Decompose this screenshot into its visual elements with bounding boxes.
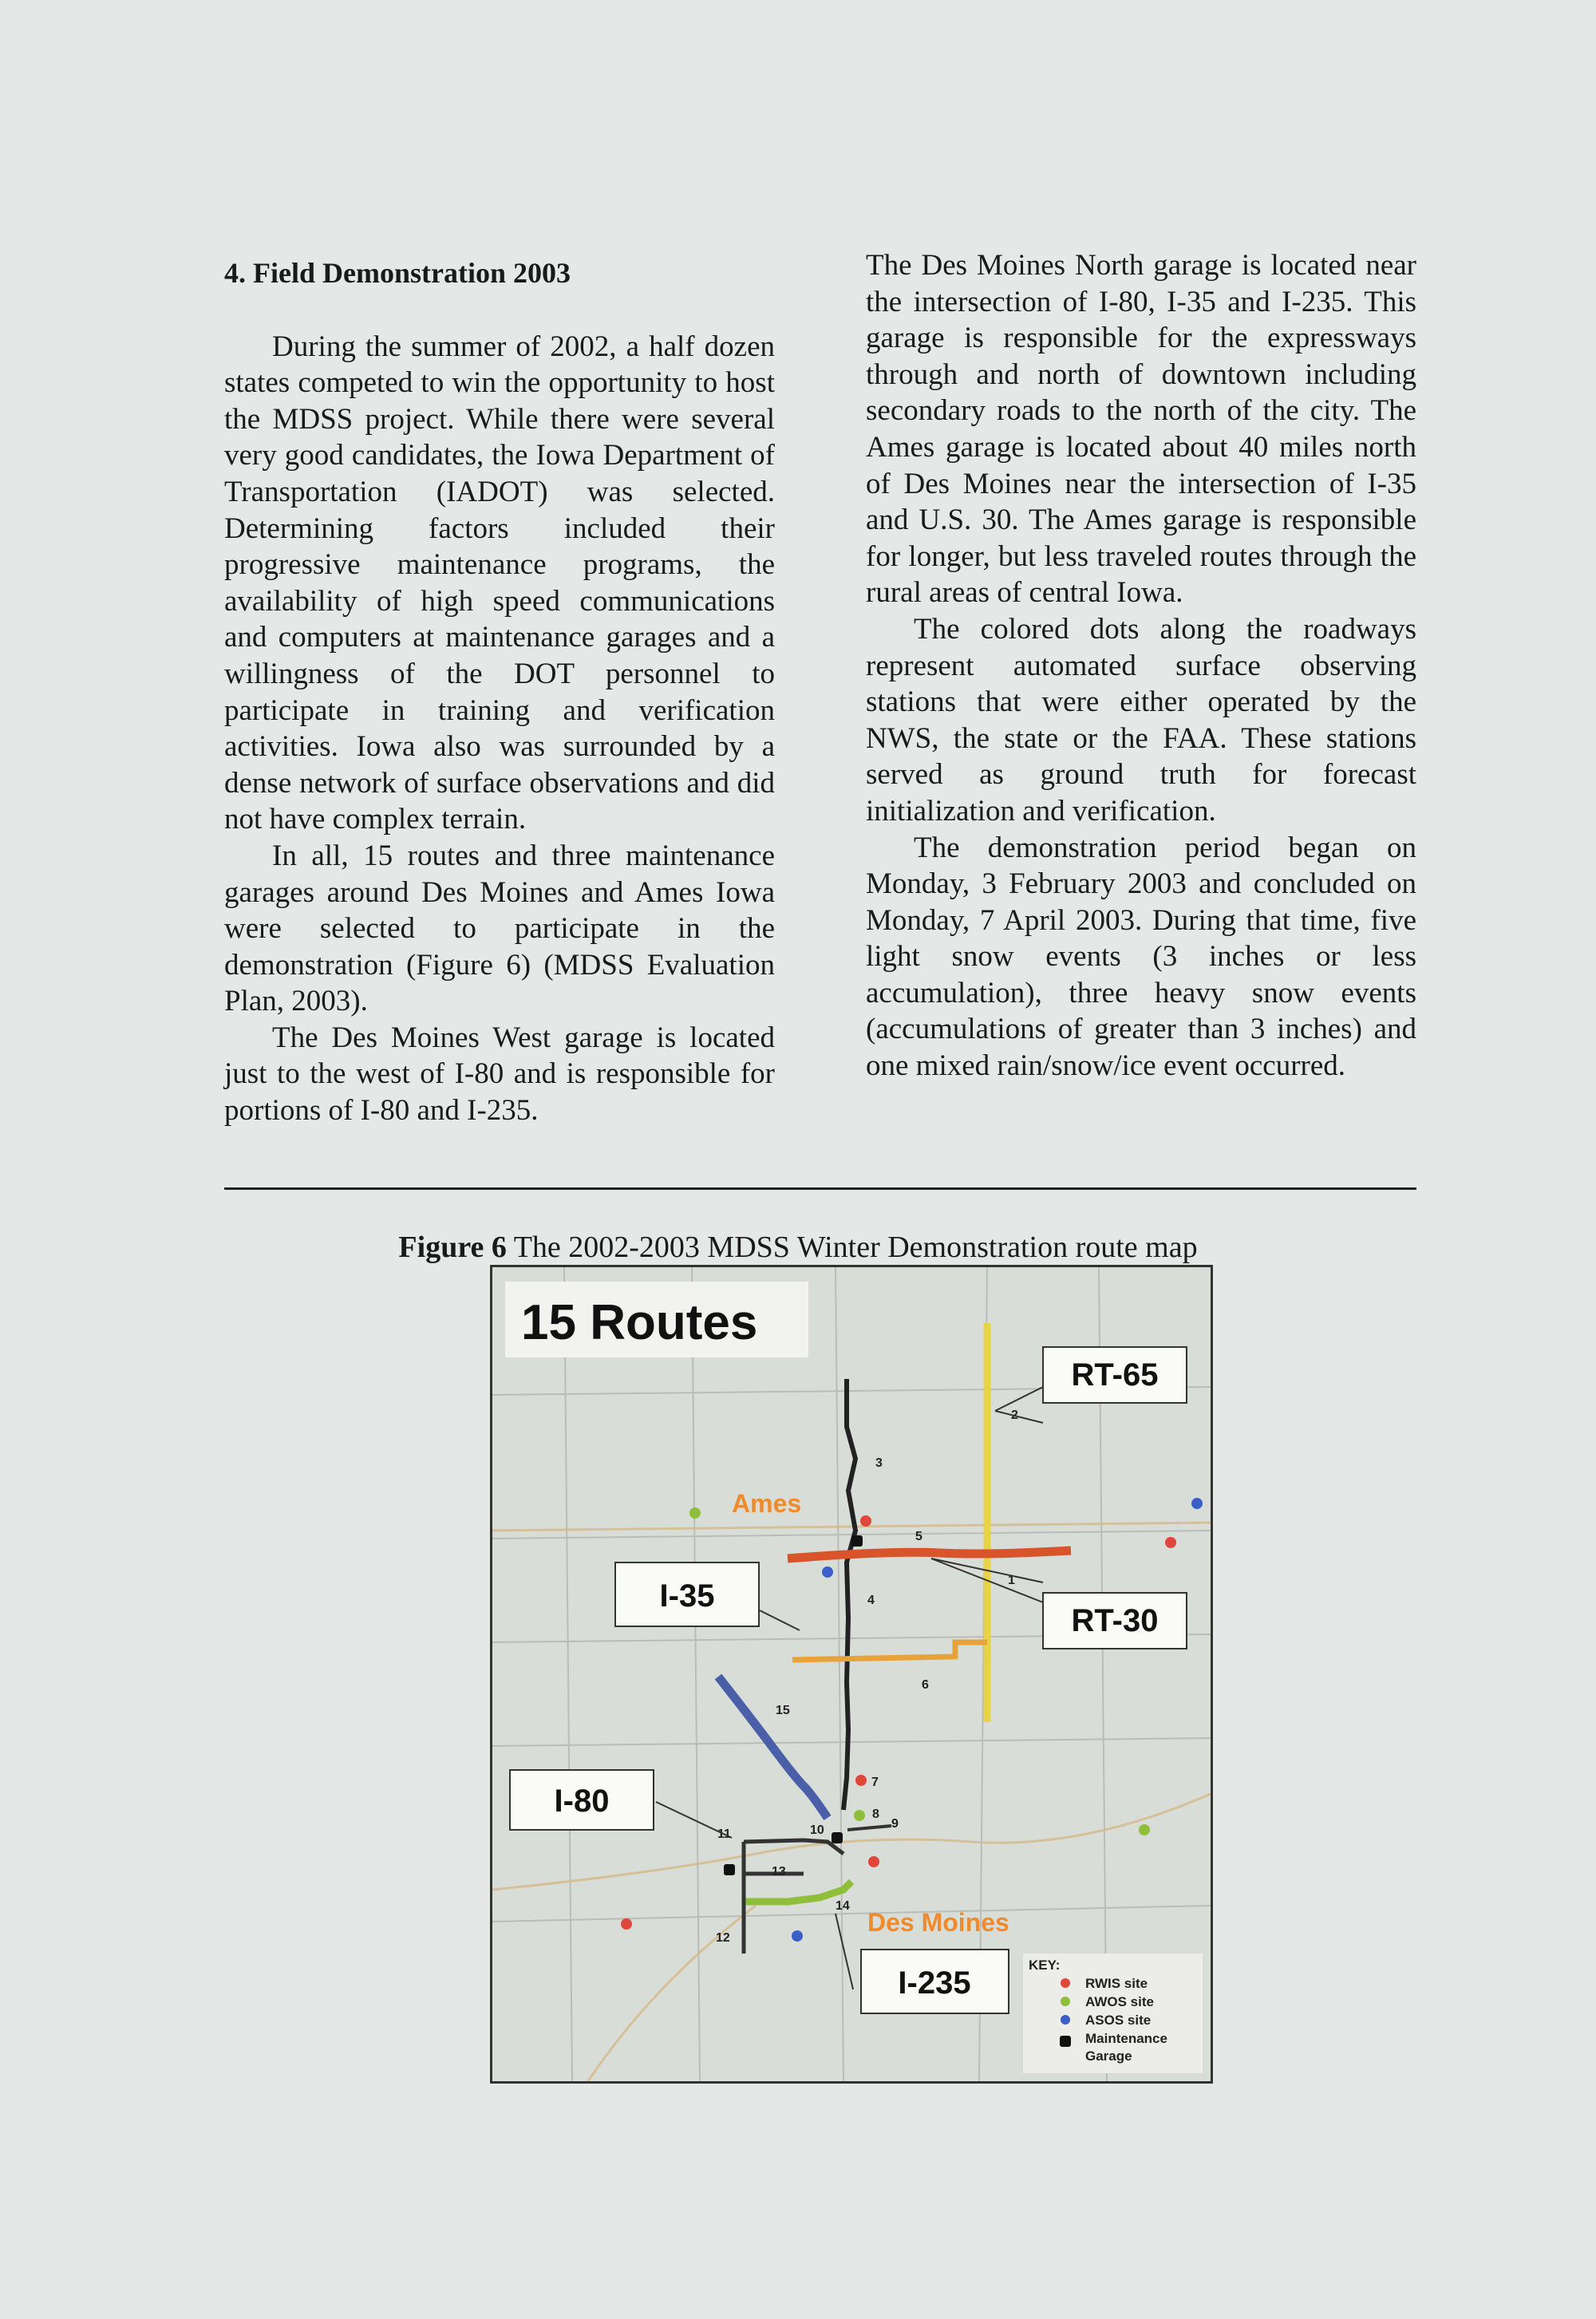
- city-ames: Ames: [732, 1489, 802, 1518]
- route-number: 4: [867, 1594, 875, 1607]
- callout-rt65: [1043, 1347, 1187, 1403]
- asos-site: [822, 1566, 833, 1578]
- route-number: 7: [871, 1776, 879, 1789]
- callout-i235: [861, 1950, 1009, 2013]
- callout-rt30-label: RT-30: [1071, 1603, 1159, 1638]
- route-number: 14: [836, 1899, 850, 1913]
- legend-garage-label-2: Garage: [1085, 2048, 1132, 2064]
- route-9: [847, 1826, 891, 1830]
- route-number: 5: [915, 1530, 922, 1543]
- callout-rt65-label: RT-65: [1071, 1357, 1159, 1393]
- rwis-site: [1165, 1537, 1176, 1548]
- route-number: 1: [1008, 1574, 1015, 1587]
- figure-caption: [0, 1230, 1596, 1265]
- city-des-moines: Des Moines: [867, 1908, 1009, 1937]
- route-map-svg: [492, 1267, 1211, 2081]
- legend-rwis-swatch: [1061, 1978, 1070, 1988]
- garage-icon: [851, 1535, 863, 1547]
- awos-site: [1139, 1824, 1150, 1835]
- legend-awos-label: AWOS site: [1085, 1994, 1154, 2009]
- route-number: 6: [922, 1678, 929, 1692]
- callout-i80-label: I-80: [554, 1784, 610, 1819]
- route-number: 10: [810, 1823, 824, 1837]
- route-orange: [792, 1642, 987, 1660]
- route-i80: [718, 1677, 828, 1818]
- rwis-site: [855, 1775, 867, 1786]
- right-column: [866, 247, 1416, 1084]
- route-number: 2: [1011, 1408, 1018, 1422]
- callout-i80: [510, 1770, 654, 1830]
- legend-asos-swatch: [1061, 2015, 1070, 2025]
- route-map: [490, 1265, 1213, 2084]
- horizontal-divider: [224, 1187, 1416, 1190]
- garage-icon: [724, 1864, 735, 1875]
- callout-i35-label: I-35: [659, 1578, 715, 1614]
- right-paragraph-2: The colored dots along the roadways represent automated surface observing stations that were either operated by the NWS, the state or the FAA. These stations served as ground truth for forecast initialization and verification.: [866, 612, 1416, 828]
- map-legend: [1023, 1954, 1203, 2073]
- garage-icon: [832, 1832, 843, 1843]
- route-rt30: [788, 1551, 1071, 1559]
- figure-caption-text: The 2002-2003 MDSS Winter Demonstration route map: [513, 1231, 1198, 1264]
- route-number: 11: [717, 1827, 731, 1841]
- route-number: 3: [875, 1456, 883, 1470]
- figure-label: Figure 6: [398, 1231, 507, 1264]
- right-paragraph-3: The demonstration period began on Monday, 3 February 2003 and concluded on Monday, 7 April 2003. During that time, five light snow events (3 inches or less accumulation), three heavy snow events (accumulations of greater than 3 inches) and one mixed rain/snow/ice event occurred.: [866, 831, 1416, 1083]
- legend-asos-label: ASOS site: [1085, 2013, 1152, 2028]
- left-paragraph-1: During the summer of 2002, a half dozen states competed to win the opportunity to host the MDSS project. While there were several very good candidates, the Iowa Department of Transportation (IADOT) was selected. Determining factors included their progressive maintenance programs, the availability of high speed communications and computers at maintenance garages and a willingness of the DOT personnel to participate in training and verification activities. Iowa also was surrounded by a dense network of surface observations and did not have complex terrain.: [224, 330, 775, 836]
- legend-title: KEY:: [1029, 1958, 1061, 1973]
- legend-awos-swatch: [1061, 1997, 1070, 2006]
- map-title: 15 Routes: [521, 1295, 758, 1350]
- left-paragraph-3: The Des Moines West garage is located just to the west of I-80 and is responsible for portions of I-80 and I-235.: [224, 1021, 775, 1128]
- awos-site: [689, 1507, 701, 1519]
- route-number: 15: [776, 1704, 790, 1717]
- route-i35: [843, 1379, 855, 1810]
- section-heading: 4. Field Demonstration 2003: [224, 257, 571, 289]
- route-number: 9: [891, 1817, 899, 1831]
- callout-rt30: [1043, 1593, 1187, 1649]
- legend-rwis-label: RWIS site: [1085, 1976, 1148, 1991]
- left-column: [224, 244, 775, 1129]
- route-number: 13: [772, 1865, 786, 1879]
- route-number: 8: [872, 1807, 879, 1821]
- rwis-site: [868, 1856, 879, 1867]
- left-paragraph-2: In all, 15 routes and three maintenance garages around Des Moines and Ames Iowa were selected to participate in the demonstration (Figure 6) (MDSS Evaluation Plan, 2003).: [224, 839, 775, 1018]
- rwis-site: [860, 1515, 871, 1527]
- awos-site: [854, 1810, 865, 1821]
- right-paragraph-1: The Des Moines North garage is located near the intersection of I-80, I-35 and I-235. This garage is responsible for the expressways through and north of downtown including secondary roads to the north of the city. The Ames garage is located about 40 miles north of Des Moines near the intersection of I-35 and U.S. 30. The Ames garage is responsible for longer, but less traveled routes through the rural areas of central Iowa.: [866, 249, 1416, 610]
- legend-garage-swatch: [1060, 2036, 1071, 2047]
- rwis-site: [621, 1918, 632, 1930]
- asos-site: [792, 1930, 803, 1942]
- callout-i235-label: I-235: [898, 1965, 971, 2001]
- callout-i35: [615, 1562, 759, 1626]
- asos-site: [1191, 1498, 1203, 1509]
- legend-garage-label-1: Maintenance: [1085, 2031, 1167, 2046]
- route-number: 12: [716, 1931, 730, 1945]
